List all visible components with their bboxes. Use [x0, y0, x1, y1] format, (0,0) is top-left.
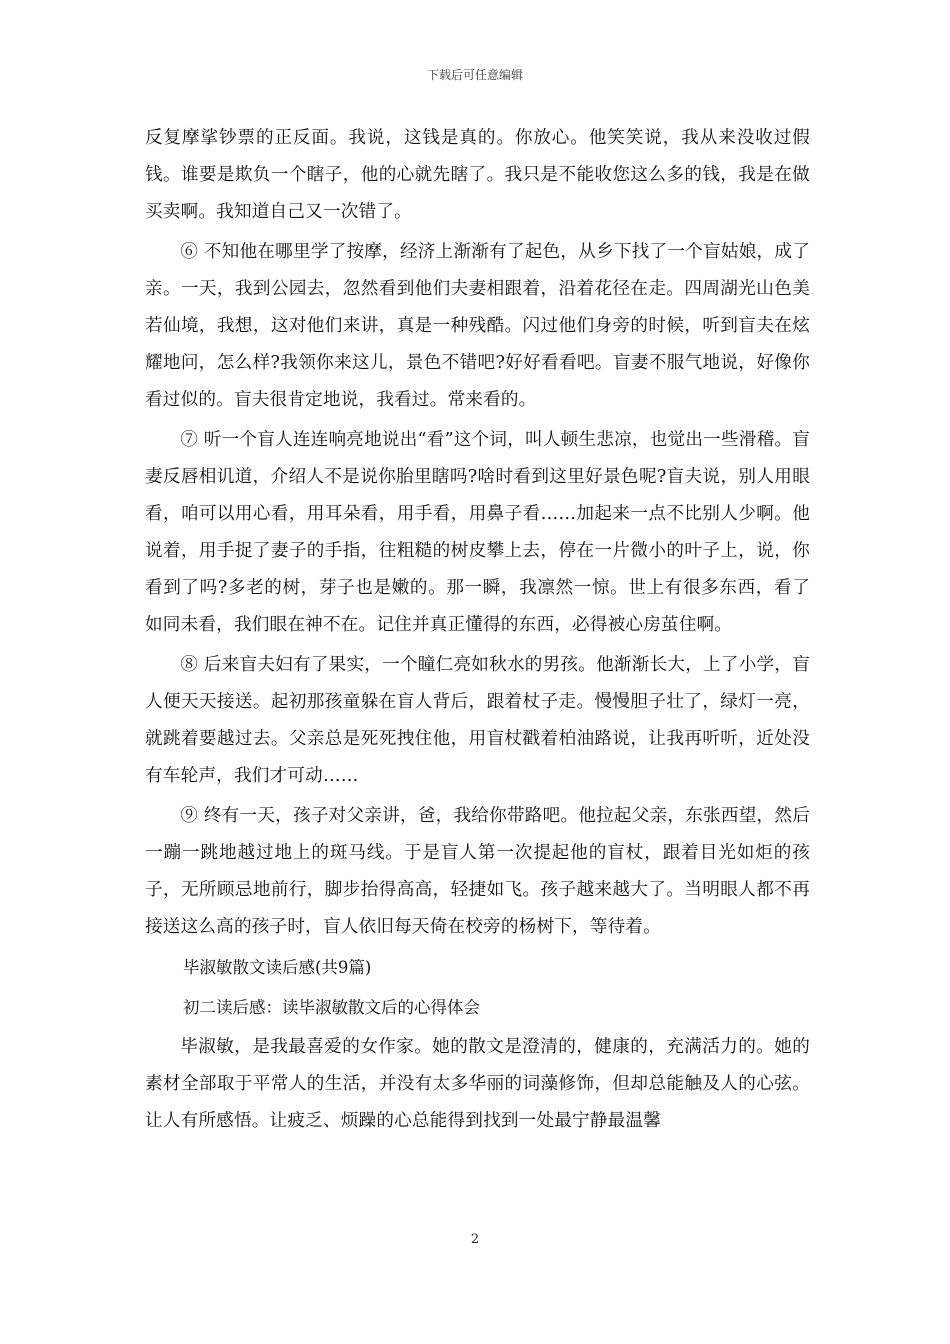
paragraph-9: ⑨ 终有一天，孩子对父亲讲，爸，我给你带路吧。他拉起父亲，东张西望，然后一蹦一跳地越过地上的斑马线。于是盲人第一次提起他的盲杖，跟着目光如炬的孩子，无所顾忌地前行，脚步抬得高高，轻捷如飞。孩子越来越大了。当明眼人都不再接送这么高的孩子时，盲人依旧每天倚在校旁的杨树下，等待着。: [145, 806, 810, 937]
page-header: 下载后可任意编辑: [426, 68, 523, 82]
section-title: 毕淑敏散文读后感(共9篇): [182, 958, 372, 977]
essay-paragraph: 毕淑敏，是我最喜爱的女作家。她的散文是澄清的，健康的，充满活力的。她的素材全部取于平常人的生活，并没有太多华丽的词藻修饰，但却总能触及人的心弦。让人有所感悟。让疲乏、烦躁的心总能得到找到一处最宁静最温馨: [145, 1037, 810, 1131]
essay-title: 初二读后感：读毕淑敏散文后的心得体会: [182, 998, 480, 1017]
paragraph-6: ⑥ 不知他在哪里学了按摩，经济上渐渐有了起色，从乡下找了一个盲姑娘，成了亲。一天，我到公园去，忽然看到他们夫妻相跟着，沿着花径在走。四周湖光山色美若仙境，我想，这对他们来讲，真是一种残酷。闪过他们身旁的时候，听到盲夫在炫耀地问，怎么样?我领你来这儿，景色不错吧?好好看看吧。盲妻不服气地说，好像你看过似的。盲夫很肯定地说，我看过。常来看的。: [145, 242, 810, 410]
document-body: [145, 120, 810, 1143]
paragraph-continued: 反复摩挲钞票的正反面。我说，这钱是真的。你放心。他笑笑说，我从来没收过假钱。谁要是欺负一个瞎子，他的心就先瞎了。我只是不能收您这么多的钱，我是在做买卖啊。我知道自己又一次错了。: [145, 128, 810, 222]
paragraph-7: ⑦ 听一个盲人连连响亮地说出“看”这个词，叫人顿生悲凉，也觉出一些滑稽。盲妻反唇相讥道，介绍人不是说你胎里瞎吗?啥时看到这里好景色呢?盲夫说，别人用眼看，咱可以用心看，用耳朵看，用手看，用鼻子看……加起来一点不比别人少啊。他说着，用手捉了妻子的手指，往粗糙的树皮攀上去，停在一片微小的叶子上，说，你看到了吗?多老的树，芽子也是嫩的。那一瞬，我凛然一惊。世上有很多东西，看了如同未看，我们眼在神不在。记住并真正懂得的东西，必得被心房茧住啊。: [145, 430, 810, 635]
paragraph-8: ⑧ 后来盲夫妇有了果实，一个瞳仁亮如秋水的男孩。他渐渐长大，上了小学，盲人便天天接送。起初那孩童躲在盲人背后，跟着杖子走。慢慢胆子壮了，绿灯一亮，就跳着要越过去。父亲总是死死拽住他，用盲杖戳着柏油路说，让我再听听，近处没有车轮声，我们才可动……: [145, 655, 810, 786]
page-number: 2: [470, 1232, 480, 1247]
